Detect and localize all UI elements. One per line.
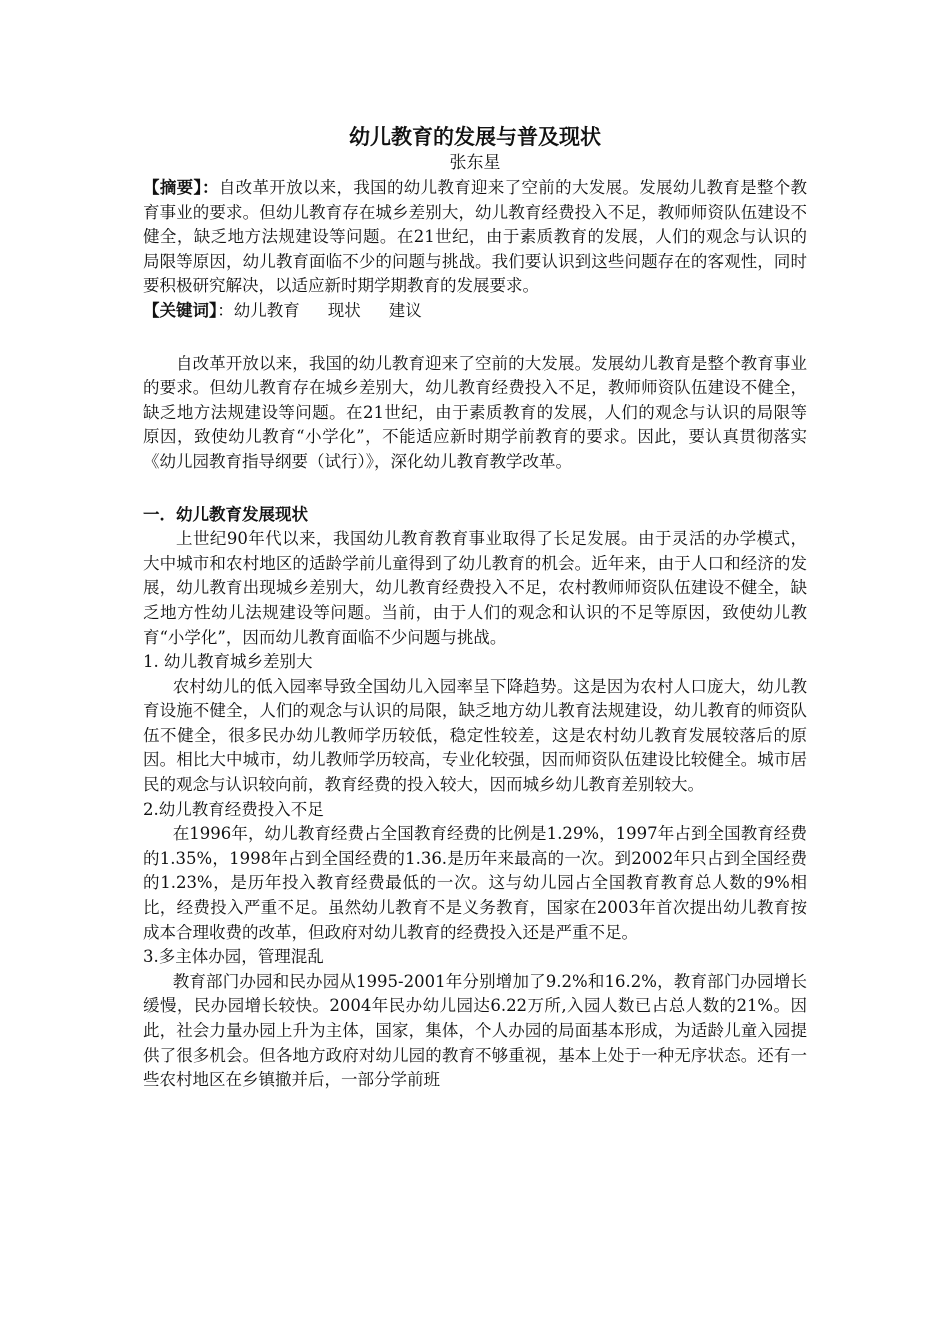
document-title: 幼儿教育的发展与普及现状 <box>349 125 601 149</box>
section-heading: 一．幼儿教育发展现状 <box>143 504 308 524</box>
author-name: 张东星 <box>449 153 501 173</box>
intro-paragraph: 自改革开放以来，我国的幼儿教育迎来了空前的大发展。发展幼儿教育是整个教育事业的要求。但幼儿教育存在城乡差别大，幼儿教育经费投入不足，教师师资队伍建设不健全，缺乏地方法规建设等问题。在21世纪，由于素质教育的发展，人们的观念与认识的局限等原因，致使幼儿教育“小学化”，不能适应新时期学前教育的要求。因此，要认真贯彻落实《幼儿园教育指导纲要（试行）》，深化幼儿教育教学改革。 <box>143 353 807 471</box>
keyword-item: 建议 <box>388 300 422 320</box>
subsection-paragraph: 农村幼儿的低入园率导致全国幼儿入园率呈下降趋势。这是因为农村人口庞大，幼儿教育设施不健全，人们的观念与认识的局限，缺乏地方幼儿教育法规建设，幼儿教育的师资队伍不健全，很多民办幼儿教师学历较低，稳定性较差，这是农村幼儿教育发展较落后的原因。相比大中城市，幼儿教师学历较高，专业化较强，因而师资队伍建设比较健全。城市居民的观念与认识较向前，教育经费的投入较大，因而城乡幼儿教育差别较大。 <box>143 676 807 795</box>
subsection-paragraph: 在1996年，幼儿教育经费占全国教育经费的比例是1.29%，1997年占到全国教育经费的1.35%，1998年占到全国经费的1.36.是历年来最高的一次。到2002年只占到全国经费的1.23%，是历年投入教育经费最低的一次。这与幼儿园占全国教育教育总人数的9%相比，经费投入严重不足。虽然幼儿教育不是义务教育，国家在2003年首次提出幼儿教育按成本合理收费的改革，但政府对幼儿教育的经费投入还是严重不足。 <box>143 824 807 942</box>
abstract-text: 自改革开放以来，我国的幼儿教育迎来了空前的大发展。发展幼儿教育是整个教育事业的要求。但幼儿教育存在城乡差别大，幼儿教育经费投入不足，教师师资队伍建设不健全，缺乏地方法规建设等问题。在21世纪，由于素质教育的发展，人们的观念与认识的局限等原因，幼儿教育面临不少的问题与挑战。我们要认识到这些问题存在的客观性，同时要积极研究解决，以适应新时期学期教育的发展要求。 <box>143 178 808 296</box>
subsection-paragraph: 教育部门办园和民办园从1995-2001年分别增加了9.2%和16.2%，教育部门办园增长缓慢，民办园增长较快。2004年民办幼儿园达6.22万所,入园人数已占总人数的21%。因此，社会力量办园上升为主体，国家，集体，个人办园的局面基本形成，为适龄儿童入园提供了很多机会。但各地方政府对幼儿园的教育不够重视，基本上处于一种无序状态。还有一些农村地区在乡镇撤并后，一部分学前班 <box>143 971 807 1090</box>
keywords-colon: ： <box>217 300 234 320</box>
section-paragraph: 上世纪90年代以来，我国幼儿教育教育事业取得了长足发展。由于灵活的办学模式，大中城市和农村地区的适龄学前儿童得到了幼儿教育的机会。近年来，由于人口和经济的发展，幼儿教育出现城乡差别大，幼儿教育经费投入不足，农村教师师资队伍建设不健全，缺乏地方性幼儿法规建设等问题。当前，由于人们的观念和认识的不足等原因，致使幼儿教育“小学化”，因而幼儿教育面临不少问题与挑战。 <box>143 529 807 647</box>
abstract-paragraph <box>143 176 807 299</box>
document-page <box>143 122 807 1093</box>
abstract-label: 【摘要】 <box>143 178 203 197</box>
keywords-label: 【关键词】 <box>143 300 218 320</box>
abstract-colon: ： <box>202 178 219 197</box>
keywords-line <box>143 299 807 324</box>
subsection-heading: 1. 幼儿教育城乡差别大 <box>143 652 313 672</box>
keyword-item: 现状 <box>327 300 361 320</box>
keyword-item: 幼儿教育 <box>233 300 300 320</box>
subsection-heading: 3.多主体办园，管理混乱 <box>143 947 324 967</box>
subsection-heading: 2.幼儿教育经费投入不足 <box>143 799 324 819</box>
